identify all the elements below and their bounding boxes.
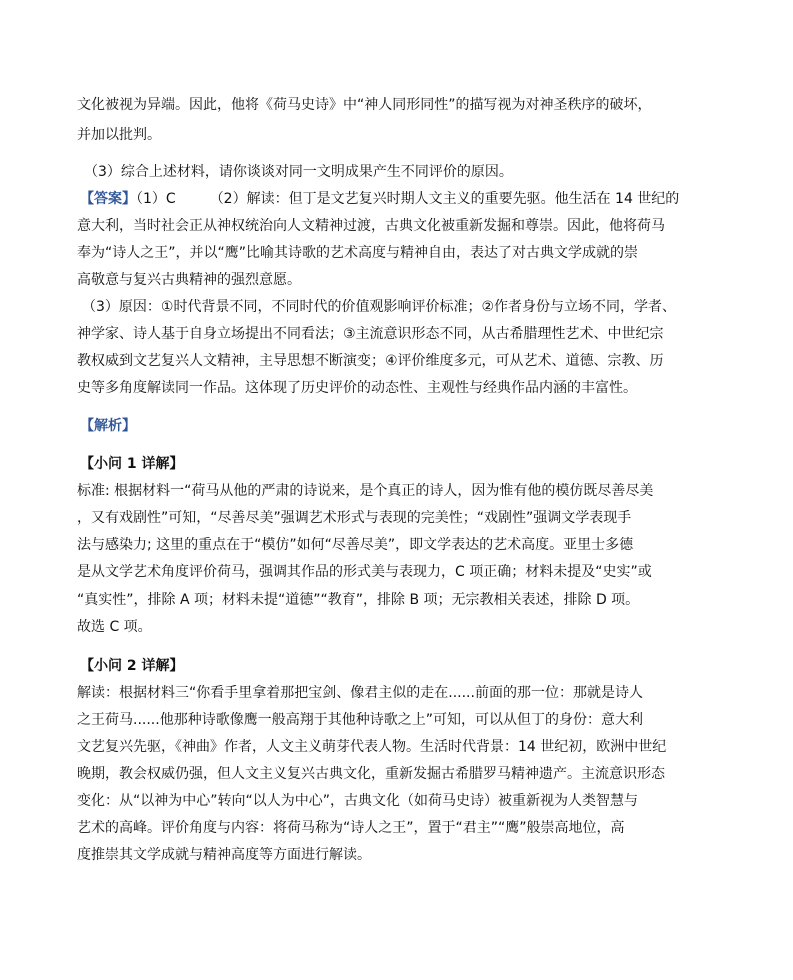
analysis-line: 是从文学艺术角度评价荷马，强调其作品的形式美与表现力，C 项正确；材料未提及“史实”或: [77, 564, 652, 580]
answer-line: 奉为“诗人之王”，并以“鹰”比喻其诗歌的艺术高度与精神自由，表达了对古典文学成就的崇: [77, 245, 639, 261]
answer-line-1: [80, 189, 679, 209]
analysis-line: 标准: 根据材料一“荷马从他的严肃的诗说来，是个真正的诗人，因为惟有他的模仿既尽善尽美: [77, 483, 654, 499]
answer-part-3: （3）原因：①时代背景不同，不同时代的价值观影响评价标准；②作者身份与立场不同，学者、: [82, 299, 677, 315]
answer-line: 教权威到文艺复兴人文精神，主导思想不断演变；④评价维度多元，可从艺术、道德、宗教、历: [77, 353, 664, 369]
analysis-tag: 【解析】: [80, 418, 136, 434]
analysis-line: 故选 C 项。: [77, 619, 152, 635]
analysis-line: 法与感染力; 这里的重点在于“模仿”如何“尽善尽美”，即文学表达的艺术高度。亚里士多德: [77, 537, 634, 553]
answer-line: 神学家、诗人基于自身立场提出不同看法；③主流意识形态不同，从古希腊理性艺术、中世纪宗: [77, 326, 664, 342]
analysis-line: “真实性”，排除 A 项；材料未提“道德”“教育”，排除 B 项；无宗教相关表述，排除 D 项。: [77, 592, 640, 608]
answer-part-1: （1）C: [136, 191, 176, 207]
answer-line: 意大利，当时社会正从神权统治向人文精神过渡，古典文化被重新发掘和尊崇。因此，他将荷马: [77, 218, 665, 234]
text-line: 文化被视为异端。因此，他将《荷马史诗》中“神人同形同性”的描写视为对神圣秩序的破坏，: [77, 97, 652, 113]
analysis-line: ，又有戏剧性”可知，“尽善尽美”强调艺术形式与表现的完美性；“戏剧性”强调文学表现手: [77, 510, 632, 526]
answer-line: 高敬意与复兴古典精神的强烈意愿。: [77, 272, 301, 288]
answer-tag: 【答案】: [80, 191, 136, 207]
analysis-line: 解读：根据材料三“你看手里拿着那把宝剑、像君主似的走在......前面的那一位：那就是诗人: [77, 685, 643, 701]
analysis-line: 之王荷马......他那种诗歌像鹰一般高翔于其他种诗歌之上”可知，可以从但丁的身份：意大利: [77, 712, 643, 728]
text-line: 并加以批判。: [77, 127, 161, 143]
sub-question-1-title: 【小问 1 详解】: [80, 456, 184, 472]
analysis-line: 变化：从“以神为中心”转向“以人为中心”，古典文化（如荷马史诗）被重新视为人类智慧与: [77, 793, 639, 809]
analysis-line: 艺术的高峰。评价角度与内容：将荷马称为“诗人之王”，置于“君主”“鹰”般崇高地位，高: [77, 820, 625, 836]
analysis-line: 晚期，教会权威仍强，但人文主义复兴古典文化，重新发掘古希腊罗马精神遗产。主流意识形态: [77, 766, 665, 782]
answer-line: 史等多角度解读同一作品。这体现了历史评价的动态性、主观性与经典作品内涵的丰富性。: [77, 380, 637, 396]
sub-question-2-title: 【小问 2 详解】: [80, 658, 184, 674]
question-3: （3）综合上述材料，请你谈谈对同一文明成果产生不同评价的原因。: [84, 164, 513, 180]
analysis-line: 度推崇其文学成就与精神高度等方面进行解读。: [77, 847, 371, 863]
analysis-line: 文艺复兴先驱，《神曲》作者，人文主义萌芽代表人物。生活时代背景：14 世纪初，欧洲中世纪: [77, 739, 667, 755]
answer-part-2-start: （2）解读：但丁是文艺复兴时期人文主义的重要先驱。他生活在 14 世纪的: [209, 191, 680, 207]
